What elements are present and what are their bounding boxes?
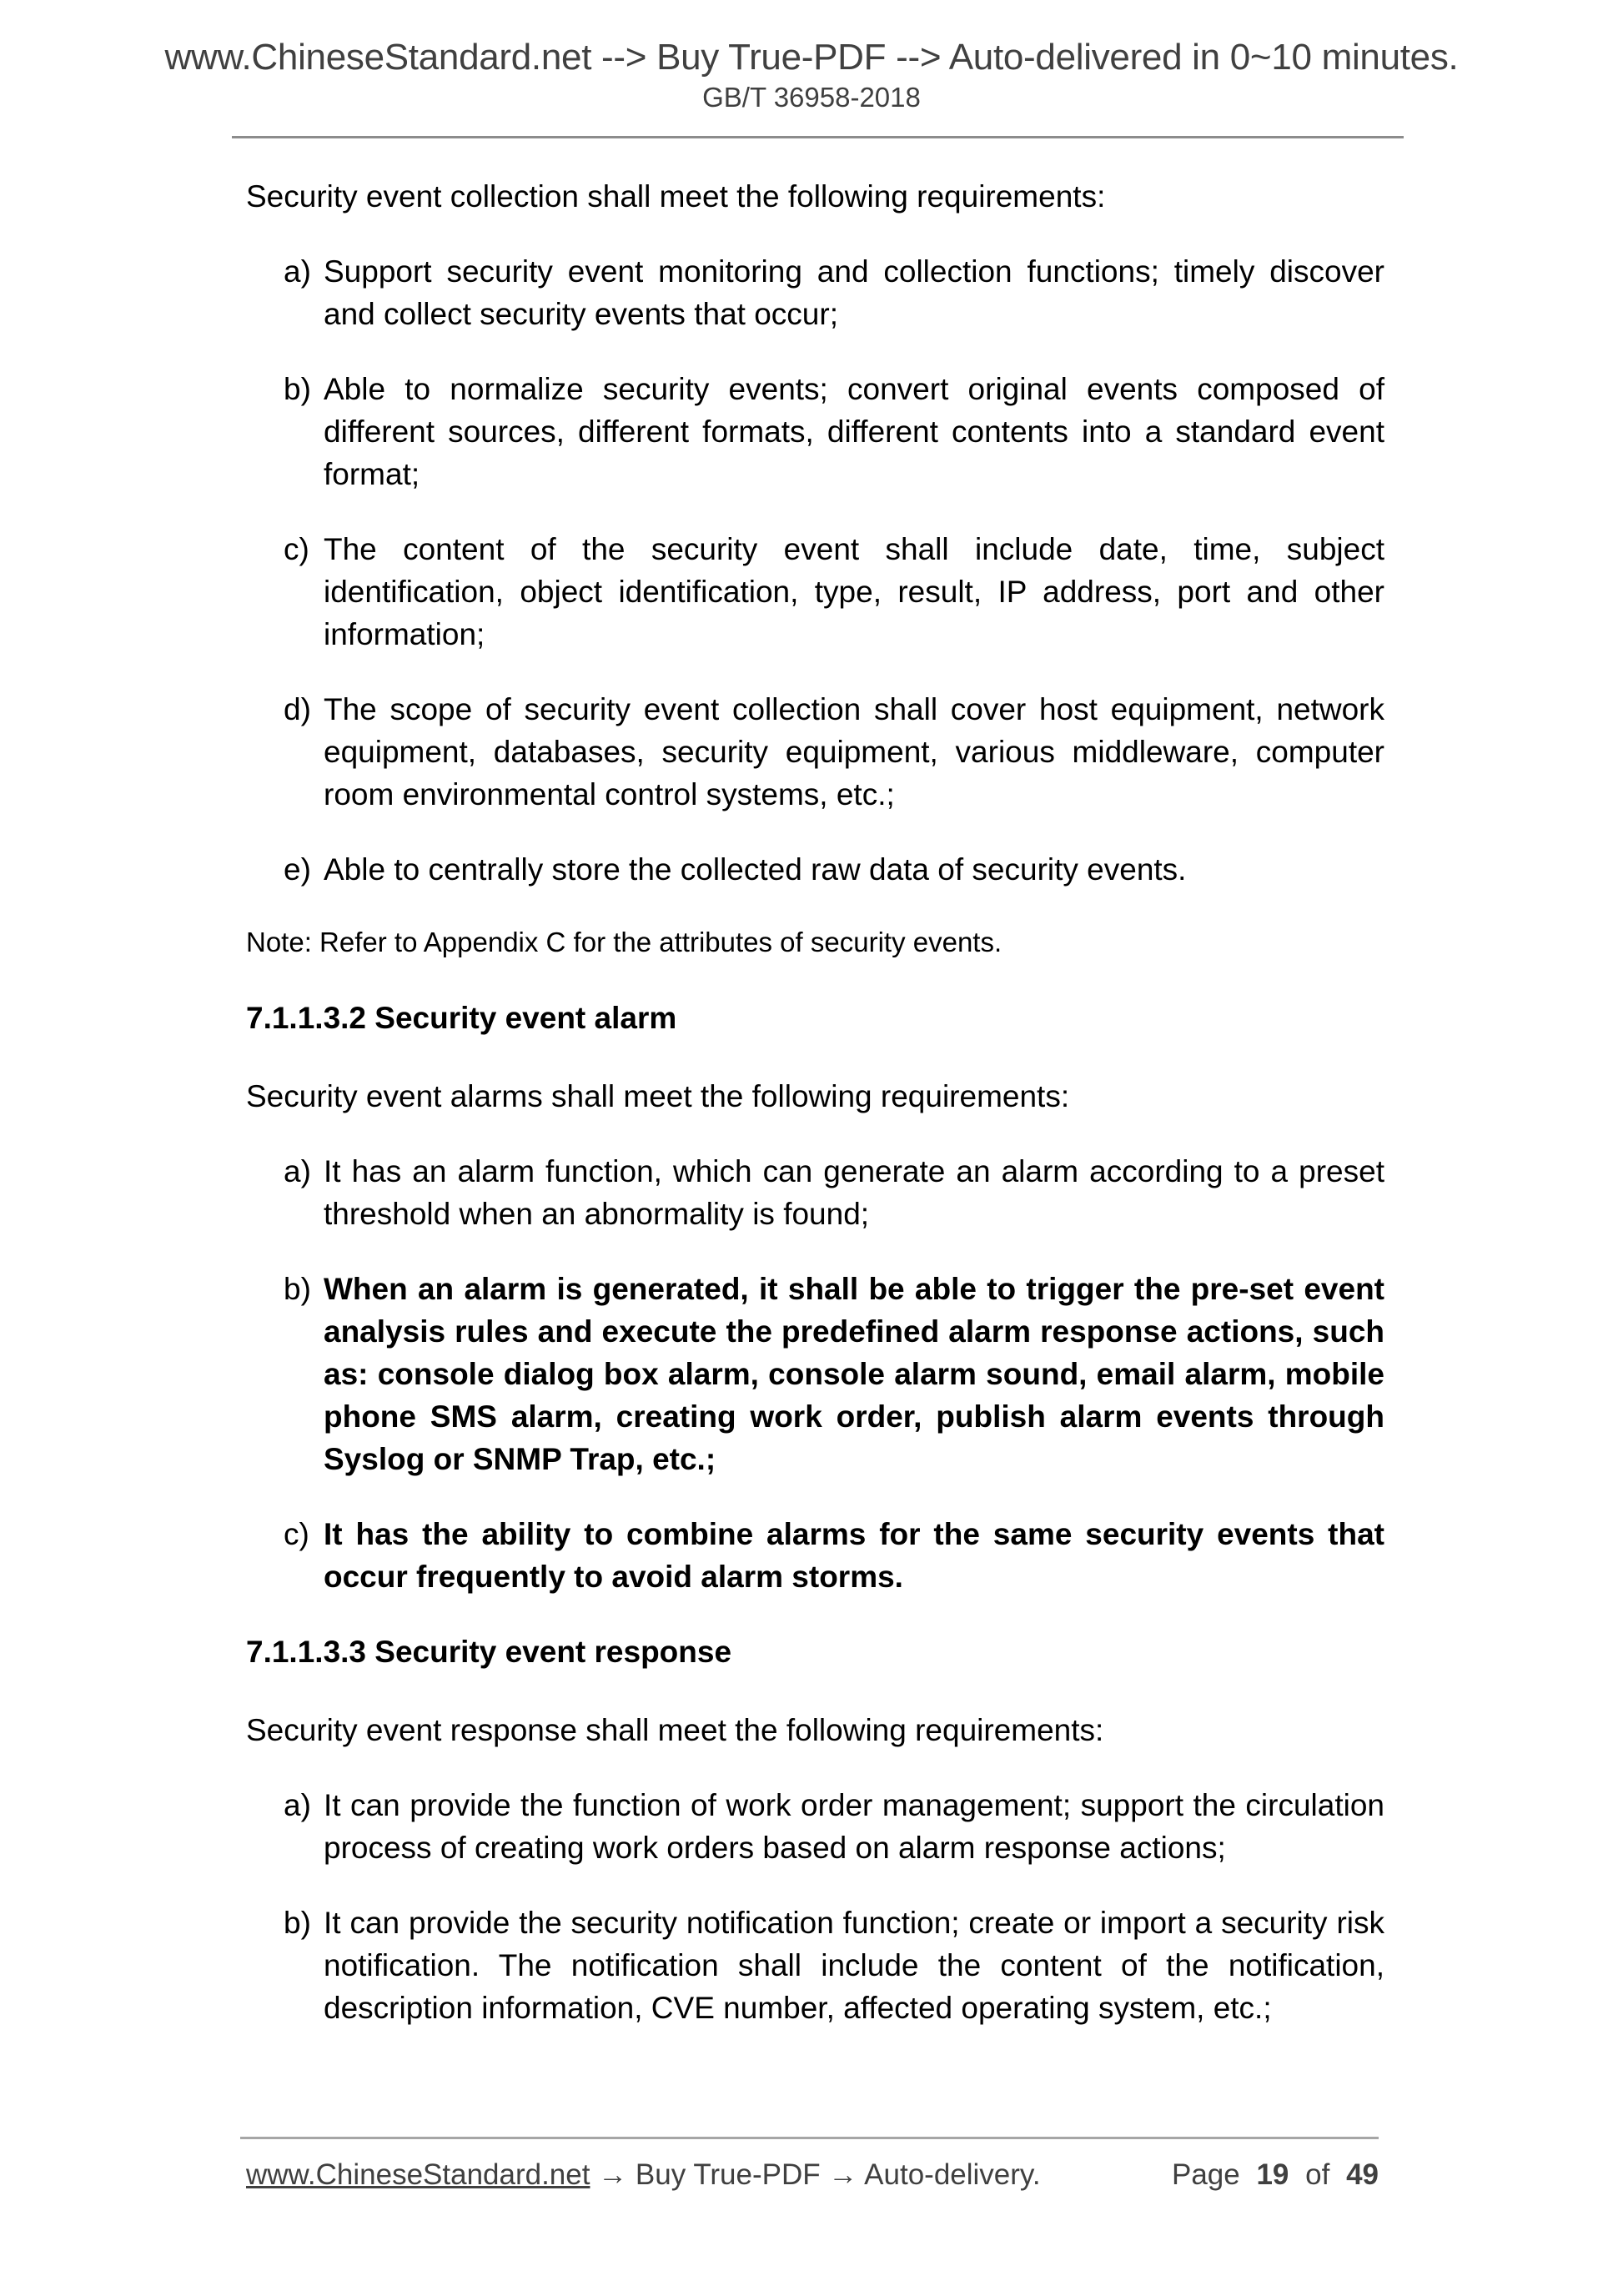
item-label: c) — [284, 1517, 309, 1551]
item-text: It has an alarm function, which can generate an alarm according to a preset threshold when an abnormality is found; — [324, 1154, 1384, 1231]
item-label: e) — [284, 852, 311, 887]
item-label: b) — [284, 1906, 311, 1940]
list-item — [284, 1513, 1384, 1598]
item-text: It can provide the security notification function; create or import a security risk notification. The notification shall include the content of the notification, description information, CVE number, affected operating system, etc.; — [324, 1906, 1384, 2025]
item-text: It has the ability to combine alarms for the same security events that occur frequently to avoid alarm storms. — [324, 1517, 1384, 1594]
item-text: Able to normalize security events; convert original events composed of different sources, different formats, different contents into a standard event format; — [324, 372, 1384, 491]
footer — [246, 2158, 1379, 2192]
item-label: c) — [284, 532, 309, 566]
header-banner: www.ChineseStandard.net --> Buy True-PDF --> Auto-delivered in 0~10 minutes. — [164, 37, 1459, 78]
list-item — [284, 528, 1384, 656]
item-text: The content of the security event shall include date, time, subject identification, object identification, type, result, IP address, port and other information; — [324, 532, 1384, 651]
list-item — [284, 688, 1384, 816]
site-link[interactable]: www.ChineseStandard.net — [246, 2158, 590, 2191]
page-total: 49 — [1346, 2158, 1379, 2191]
standard-id: GB/T 36958-2018 — [702, 82, 921, 113]
response-intro: Security event response shall meet the following requirements: — [246, 1713, 1104, 1747]
header-divider — [232, 136, 1404, 138]
list-item — [284, 368, 1384, 495]
footer-tagline: → Buy True-PDF → Auto-delivery. — [590, 2158, 1041, 2191]
of-label: of — [1305, 2158, 1330, 2191]
item-label: b) — [284, 1272, 311, 1306]
alarm-intro: Security event alarms shall meet the following requirements: — [246, 1079, 1070, 1113]
list-item — [284, 1902, 1384, 2029]
footer-promo — [246, 2158, 1041, 2192]
page-current: 19 — [1256, 2158, 1289, 2191]
note: Note: Refer to Appendix C for the attributes of security events. — [246, 927, 1002, 957]
item-text: Able to centrally store the collected raw data of security events. — [324, 852, 1187, 887]
item-text: The scope of security event collection shall cover host equipment, network equipment, databases, security equipment, various middleware, computer room environmental control systems, etc.; — [324, 692, 1384, 811]
item-label: a) — [284, 1788, 311, 1822]
item-text: It can provide the function of work order management; support the circulation process of creating work orders based on alarm response actions; — [324, 1788, 1384, 1865]
item-text: When an alarm is generated, it shall be able to trigger the pre-set event analysis rules and execute the predefined alarm response actions, such as: console dialog box alarm, console alarm sound, email alarm, mobile phone SMS alarm, creating work order, publish alarm events through Syslog or SNMP Trap, etc.; — [324, 1272, 1384, 1476]
list-item — [284, 250, 1384, 335]
page-label: Page — [1171, 2158, 1240, 2191]
list-item — [284, 1150, 1384, 1235]
section-heading-alarm: 7.1.1.3.2 Security event alarm — [246, 1001, 677, 1035]
item-label: a) — [284, 1154, 311, 1188]
list-item — [284, 1268, 1384, 1480]
item-label: b) — [284, 372, 311, 406]
list-item — [284, 848, 1384, 891]
item-label: d) — [284, 692, 311, 726]
footer-divider — [240, 2137, 1379, 2139]
collection-intro: Security event collection shall meet the following requirements: — [246, 179, 1106, 214]
page-indicator — [1172, 2158, 1379, 2192]
item-label: a) — [284, 254, 311, 289]
document-body — [246, 175, 1384, 2062]
item-text: Support security event monitoring and collection functions; timely discover and collect security events that occur; — [324, 254, 1384, 331]
list-item — [284, 1784, 1384, 1869]
section-heading-response: 7.1.1.3.3 Security event response — [246, 1635, 732, 1669]
